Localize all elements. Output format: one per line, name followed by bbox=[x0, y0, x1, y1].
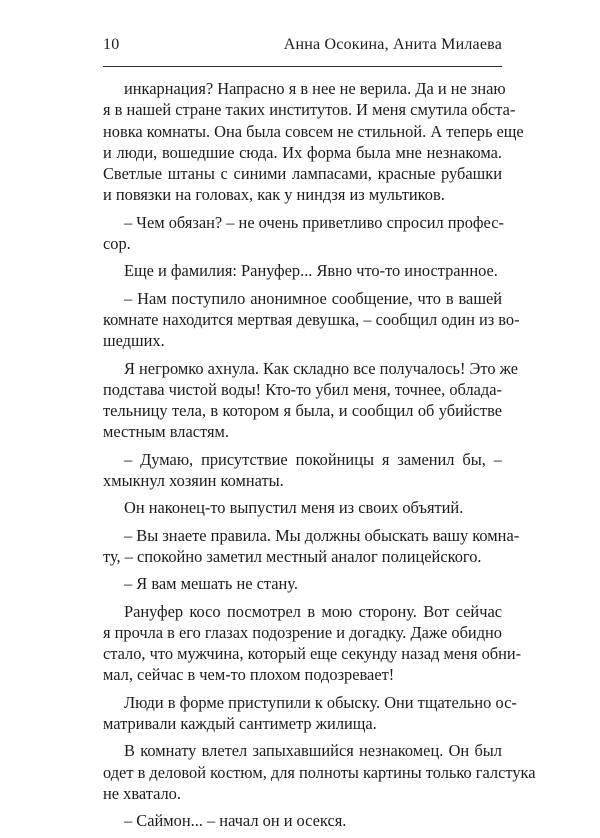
text-line: шедших. bbox=[103, 331, 165, 351]
paragraph bbox=[103, 358, 518, 443]
text-line: Светлые штаны с синими лампасами, красные рубашки bbox=[103, 164, 502, 184]
text-line: одет в деловой костюм, для полноты картины только галстука bbox=[103, 762, 536, 782]
text-line: подстава чистой воды! Кто-то убил меня, точнее, облада- bbox=[103, 379, 502, 399]
text-line: я в нашей стране таких институтов. И меня смутила обста- bbox=[103, 100, 516, 120]
text-line: матривали каждый сантиметр жилища. bbox=[103, 714, 377, 734]
text-line: и повязки на головах, как у ниндзя из мультиков. bbox=[103, 185, 445, 205]
text-line: местным властям. bbox=[103, 422, 229, 442]
text-line: я прочла в его глазах подозрение и догадку. Даже обидно bbox=[103, 622, 502, 642]
paragraph bbox=[103, 212, 502, 255]
paragraph bbox=[103, 692, 517, 735]
text-line: тельницу тела, в котором я была, и сообщил об убийстве bbox=[103, 401, 502, 421]
text-line: В комнату влетел запыхавшийся незнакомец. Он был bbox=[124, 741, 502, 761]
page-number: 10 bbox=[103, 36, 120, 53]
paragraph bbox=[103, 78, 524, 206]
paragraph bbox=[103, 573, 502, 594]
text-line: Он наконец-то выпустил меня из своих объятий. bbox=[124, 498, 464, 518]
text-line: – Думаю, присутствие покойницы я заменил бы, – bbox=[124, 449, 502, 469]
paragraph bbox=[103, 260, 502, 281]
text-line: и люди, вошедшие сюда. Их форма была мне незнакома. bbox=[103, 142, 502, 162]
text-line: комнате находится мертвая девушка, – сообщил один из во- bbox=[103, 309, 520, 329]
text-line: – Вы знаете правила. Мы должны обыскать вашу комна- bbox=[124, 525, 520, 545]
text-line: ту, – спокойно заметил местный аналог полицейского. bbox=[103, 546, 482, 566]
running-header bbox=[103, 36, 502, 58]
text-line: мал, сейчас в чем-то плохом подозревает! bbox=[103, 665, 395, 685]
text-line: – Чем обязан? – не очень приветливо спросил профес- bbox=[124, 212, 504, 232]
paragraph bbox=[103, 601, 522, 686]
text-line: сор. bbox=[103, 234, 131, 254]
text-line: хмыкнул хозяин комнаты. bbox=[103, 471, 284, 491]
text-line: не хватало. bbox=[103, 783, 181, 803]
paragraph bbox=[103, 810, 502, 831]
text-line: Я негромко ахнула. Как складно все получалось! Это же bbox=[124, 358, 518, 378]
body-text bbox=[103, 78, 536, 838]
text-line: Еще и фамилия: Рануфер... Явно что-то иностранное. bbox=[124, 261, 498, 281]
text-line: – Нам поступило анонимное сообщение, что в вашей bbox=[124, 288, 502, 308]
text-line: – Я вам мешать не стану. bbox=[124, 574, 298, 594]
header-rule bbox=[103, 66, 502, 67]
text-line: стало, что мужчина, который еще секунду назад меня обни- bbox=[103, 644, 522, 664]
running-title: Анна Осокина, Анита Милаева bbox=[283, 36, 502, 53]
paragraph bbox=[103, 288, 520, 352]
text-line: Рануфер косо посмотрел в мою сторону. Вот сейчас bbox=[124, 601, 502, 621]
paragraph bbox=[103, 449, 502, 492]
paragraph bbox=[103, 525, 520, 568]
text-line: Люди в форме приступили к обыску. Они тщательно ос- bbox=[124, 692, 517, 712]
paragraph bbox=[103, 497, 502, 518]
text-line: новка комнаты. Она была совсем не стильной. А теперь еще bbox=[103, 121, 524, 141]
text-line: – Саймон... – начал он и осекся. bbox=[124, 811, 347, 831]
text-line: инкарнация? Напрасно я в нее не верила. Да и не знаю bbox=[124, 79, 506, 98]
